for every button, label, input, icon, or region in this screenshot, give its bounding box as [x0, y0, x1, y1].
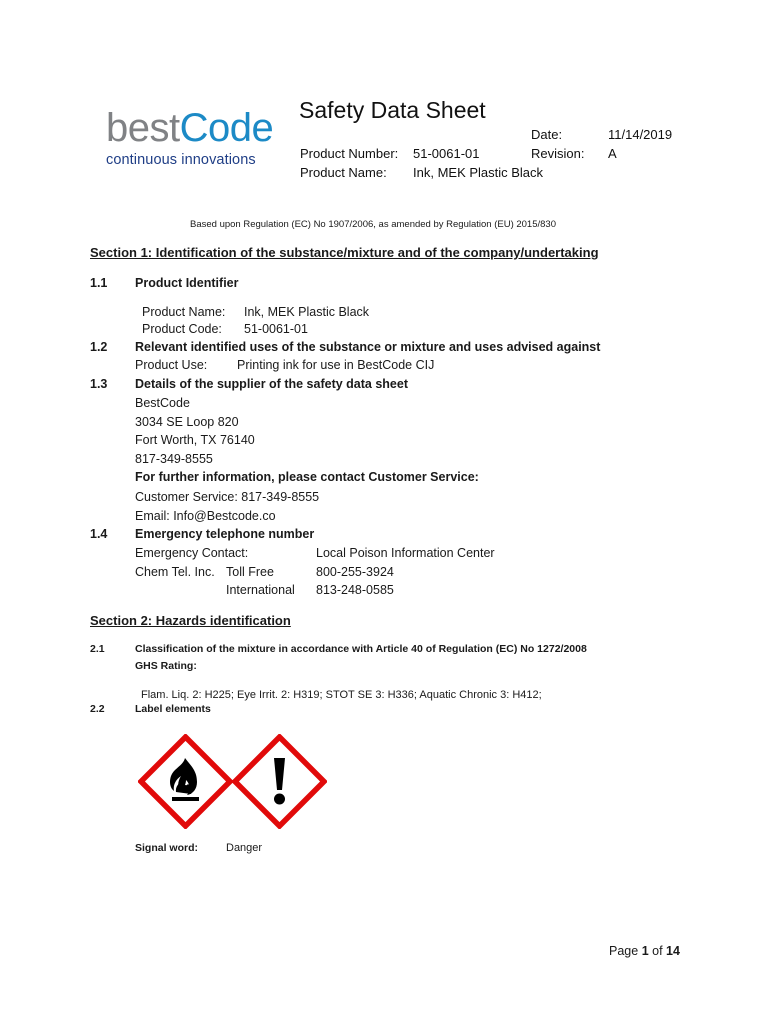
chem-tel-label: Chem Tel. Inc. — [135, 565, 215, 579]
revision-label: Revision: — [531, 146, 585, 161]
page-indicator: Page 1 of 14 — [609, 944, 680, 958]
exclamation-pictogram — [232, 734, 327, 829]
date-label: Date: — [531, 127, 563, 142]
product-code-value: 51-0061-01 — [244, 322, 308, 336]
product-number-value: 51-0061-01 — [413, 146, 480, 161]
s1-2-title: Relevant identified uses of the substance or mixture and uses advised against — [135, 340, 601, 354]
signal-word-value: Danger — [226, 842, 263, 854]
date-value: 11/14/2019 — [608, 127, 673, 142]
s1-1-title: Product Identifier — [135, 276, 239, 290]
customer-service-phone: Customer Service: 817-349-8555 — [135, 490, 320, 504]
flammable-pictogram — [138, 734, 233, 829]
ghs-rating-label: GHS Rating: — [135, 660, 197, 672]
s1-4-title: Emergency telephone number — [135, 527, 315, 541]
international-label: International — [226, 583, 295, 597]
further-info-heading: For further information, please contact Customer Service: — [135, 470, 479, 484]
supplier-address-line2: Fort Worth, TX 76140 — [135, 433, 255, 447]
product-name-label: Product Name: — [300, 165, 387, 180]
s2-2-title: Label elements — [135, 703, 211, 715]
signal-word-label: Signal word: — [135, 842, 198, 854]
product-identifier-name-value: Ink, MEK Plastic Black — [244, 305, 370, 319]
supplier-company: BestCode — [135, 396, 190, 410]
s1-1-number: 1.1 — [90, 276, 108, 290]
page-title: Safety Data Sheet — [299, 97, 486, 123]
logo-wordmark: bestCode — [106, 106, 274, 150]
product-use-label: Product Use: — [135, 358, 208, 372]
international-number: 813-248-0585 — [316, 583, 394, 597]
product-number-label: Product Number: — [300, 146, 399, 161]
product-name-value: Ink, MEK Plastic Black — [413, 165, 544, 180]
s1-4-number: 1.4 — [90, 527, 108, 541]
bestcode-logo — [106, 108, 273, 168]
emergency-contact-label: Emergency Contact: — [135, 546, 249, 560]
product-identifier-name-label: Product Name: — [142, 305, 226, 319]
toll-free-number: 800-255-3924 — [316, 565, 394, 579]
supplier-email: Email: Info@Bestcode.co — [135, 509, 276, 523]
logo-tagline: continuous innovations — [106, 152, 256, 168]
section2-heading: Section 2: Hazards identification — [90, 613, 291, 628]
s1-3-title: Details of the supplier of the safety data sheet — [135, 377, 408, 391]
s2-2-number: 2.2 — [90, 703, 105, 715]
emergency-contact-value: Local Poison Information Center — [316, 546, 495, 560]
s1-3-number: 1.3 — [90, 377, 108, 391]
regulation-note: Based upon Regulation (EC) No 1907/2006, as amended by Regulation (EU) 2015/830 — [190, 219, 556, 230]
s2-1-title: Classification of the mixture in accordance with Article 40 of Regulation (EC) No 1272/2008 — [135, 643, 587, 655]
supplier-phone: 817-349-8555 — [135, 452, 213, 466]
product-use-value: Printing ink for use in BestCode CIJ — [237, 358, 435, 372]
ghs-rating-value: Flam. Liq. 2: H225; Eye Irrit. 2: H319; STOT SE 3: H336; Aquatic Chronic 3: H412; — [141, 689, 542, 701]
s1-2-number: 1.2 — [90, 340, 108, 354]
revision-value: A — [608, 146, 617, 161]
section1-heading: Section 1: Identification of the substance/mixture and of the company/undertaking — [90, 245, 599, 260]
supplier-address-line1: 3034 SE Loop 820 — [135, 415, 239, 429]
product-code-label: Product Code: — [142, 322, 222, 336]
s2-1-number: 2.1 — [90, 643, 105, 655]
toll-free-label: Toll Free — [226, 565, 274, 579]
